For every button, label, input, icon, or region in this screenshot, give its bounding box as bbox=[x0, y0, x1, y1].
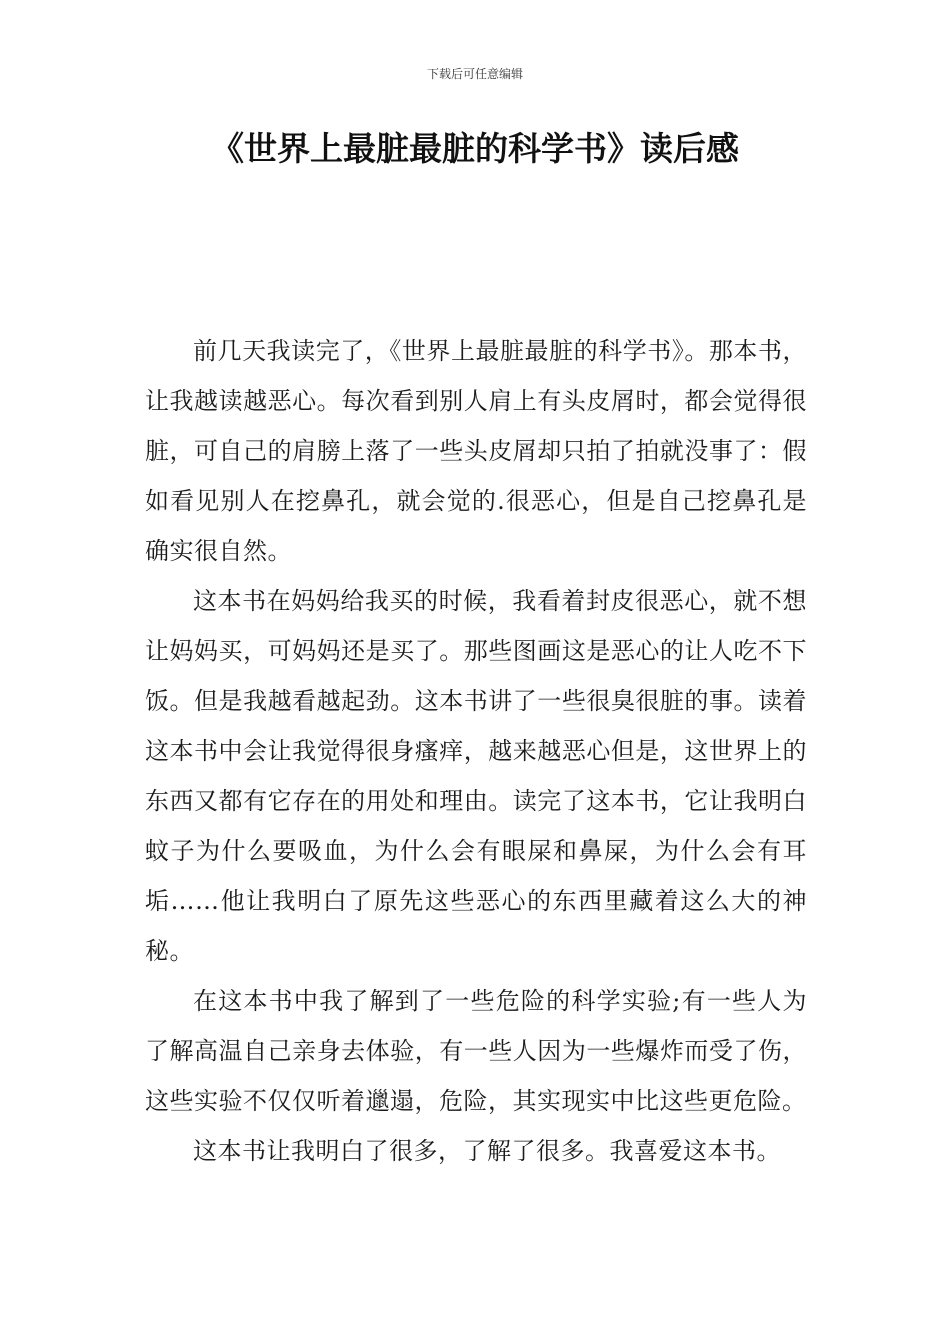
paragraph-4: 这本书让我明白了很多，了解了很多。我喜爱这本书。 bbox=[193, 1137, 781, 1165]
paragraph-3: 在这本书中我了解到了一些危险的科学实验;有一些人为了解高温自己亲身去体验，有一些人因为一些爆炸而受了伤，这些实验不仅仅听着邋遢，危险，其实现实中比这些更危险。 bbox=[145, 987, 807, 1115]
paragraph-2: 这本书在妈妈给我买的时候，我看着封皮很恶心，就不想让妈妈买，可妈妈还是买了。那些图画这是恶心的让人吃不下饭。但是我越看越起劲。这本书讲了一些很臭很脏的事。读着这本书中会让我觉得很身瘙痒，越来越恶心但是，这世界上的东西又都有它存在的用处和理由。读完了这本书，它让我明白蚊子为什么要吸血，为什么会有眼屎和鼻屎，为什么会有耳垢……他让我明白了原先这些恶心的东西里藏着这么大的神秘。 bbox=[145, 587, 807, 965]
document-title: 《世界上最脏最脏的科学书》读后感 bbox=[211, 129, 739, 168]
paragraph-1: 前几天我读完了，《世界上最脏最脏的科学书》。那本书，让我越读越恶心。每次看到别人肩上有头皮屑时，都会觉得很脏，可自己的肩膀上落了一些头皮屑却只拍了拍就没事了：假如看见别人在挖鼻孔，就会觉的.很恶心，但是自己挖鼻孔是确实很自然。 bbox=[145, 337, 807, 565]
header-note: 下载后可任意编辑 bbox=[426, 67, 523, 81]
document-body bbox=[145, 326, 807, 1176]
